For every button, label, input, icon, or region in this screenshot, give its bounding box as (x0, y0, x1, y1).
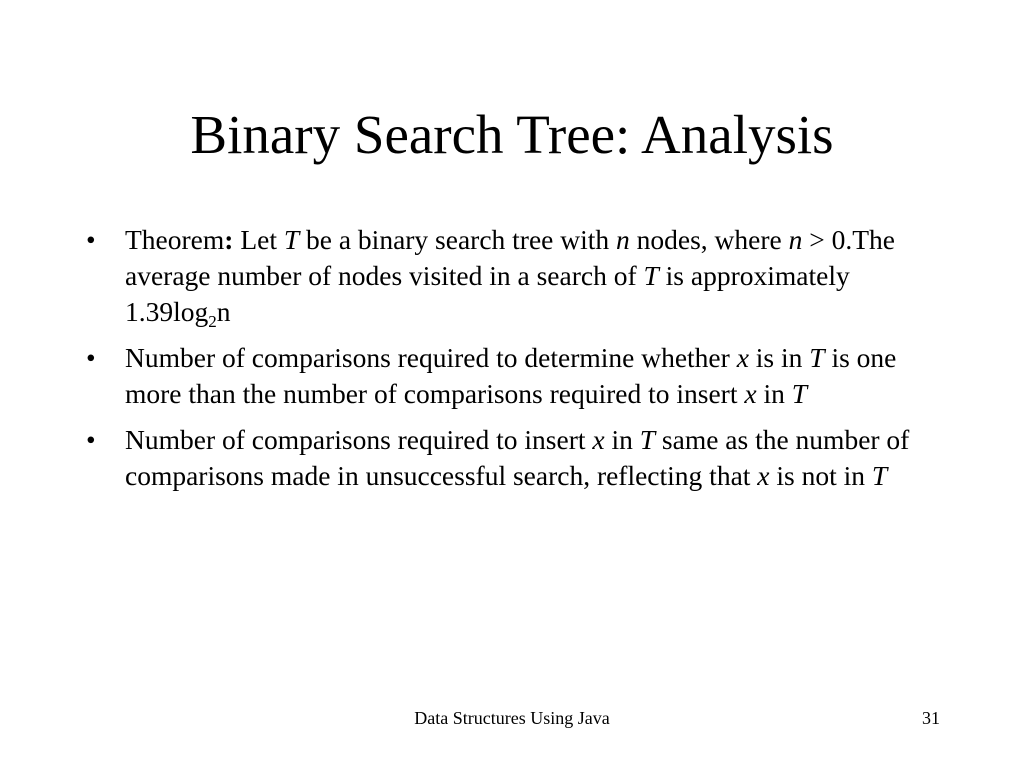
bullet-text-run: n (788, 224, 803, 255)
bullet-text-run: is approximately 1.39log (125, 260, 850, 327)
bullet-text-run: is not in (769, 460, 872, 491)
bullet-text-run: x (592, 424, 605, 455)
bullet-text-run: n (616, 224, 630, 255)
bullet-text-run: Number of comparisons required to determine whether (125, 342, 737, 373)
bullet-item (80, 222, 950, 330)
bullet-marker: • (86, 224, 96, 255)
bullet-text-run: n (216, 296, 231, 327)
bullet-text-run: T (639, 424, 656, 455)
bullet-text-run: T (809, 342, 825, 373)
bullet-text-run: same as the number of comparisons made in unsuccessful search, reflecting that (125, 424, 910, 491)
bullet-text-run: in (604, 424, 640, 455)
bullet-list (80, 222, 950, 504)
bullet-text-run: Theorem (125, 224, 225, 255)
bullet-item (80, 422, 950, 494)
slide-title: Binary Search Tree: Analysis (190, 104, 834, 165)
bullet-text-run: 2 (208, 311, 217, 331)
bullet-text (125, 422, 950, 494)
bullet-text-run: : (224, 224, 234, 255)
slide-number: 31 (922, 708, 940, 728)
bullet-text-run: x (757, 460, 770, 491)
bullet-text-run: nodes, where (629, 224, 789, 255)
bullet-text-run: Number of comparisons required to insert (125, 424, 593, 455)
bullet-text-run: is one more than the number of comparisons required to insert (125, 342, 897, 409)
bullet-item (80, 340, 950, 412)
bullet-text-run: T (871, 460, 888, 491)
bullet-text-run: be a binary search tree with (299, 224, 617, 255)
bullet-text-run: is in (748, 342, 810, 373)
bullet-marker: • (86, 424, 96, 455)
bullet-text-run: x (736, 342, 749, 373)
bullet-text (125, 340, 950, 412)
bullet-text (125, 222, 950, 330)
bullet-text-run: in (756, 378, 792, 409)
bullet-text-run: Let (233, 224, 284, 255)
footer-course-title: Data Structures Using Java (414, 708, 610, 728)
bullet-text-run: T (791, 378, 807, 409)
bullet-text-run: x (744, 378, 757, 409)
bullet-text-run: T (643, 260, 659, 291)
bullet-marker: • (86, 342, 96, 373)
bullet-text-run: T (283, 224, 300, 255)
bullet-text-run: > 0.The average number of nodes visited in a search of (125, 224, 895, 291)
